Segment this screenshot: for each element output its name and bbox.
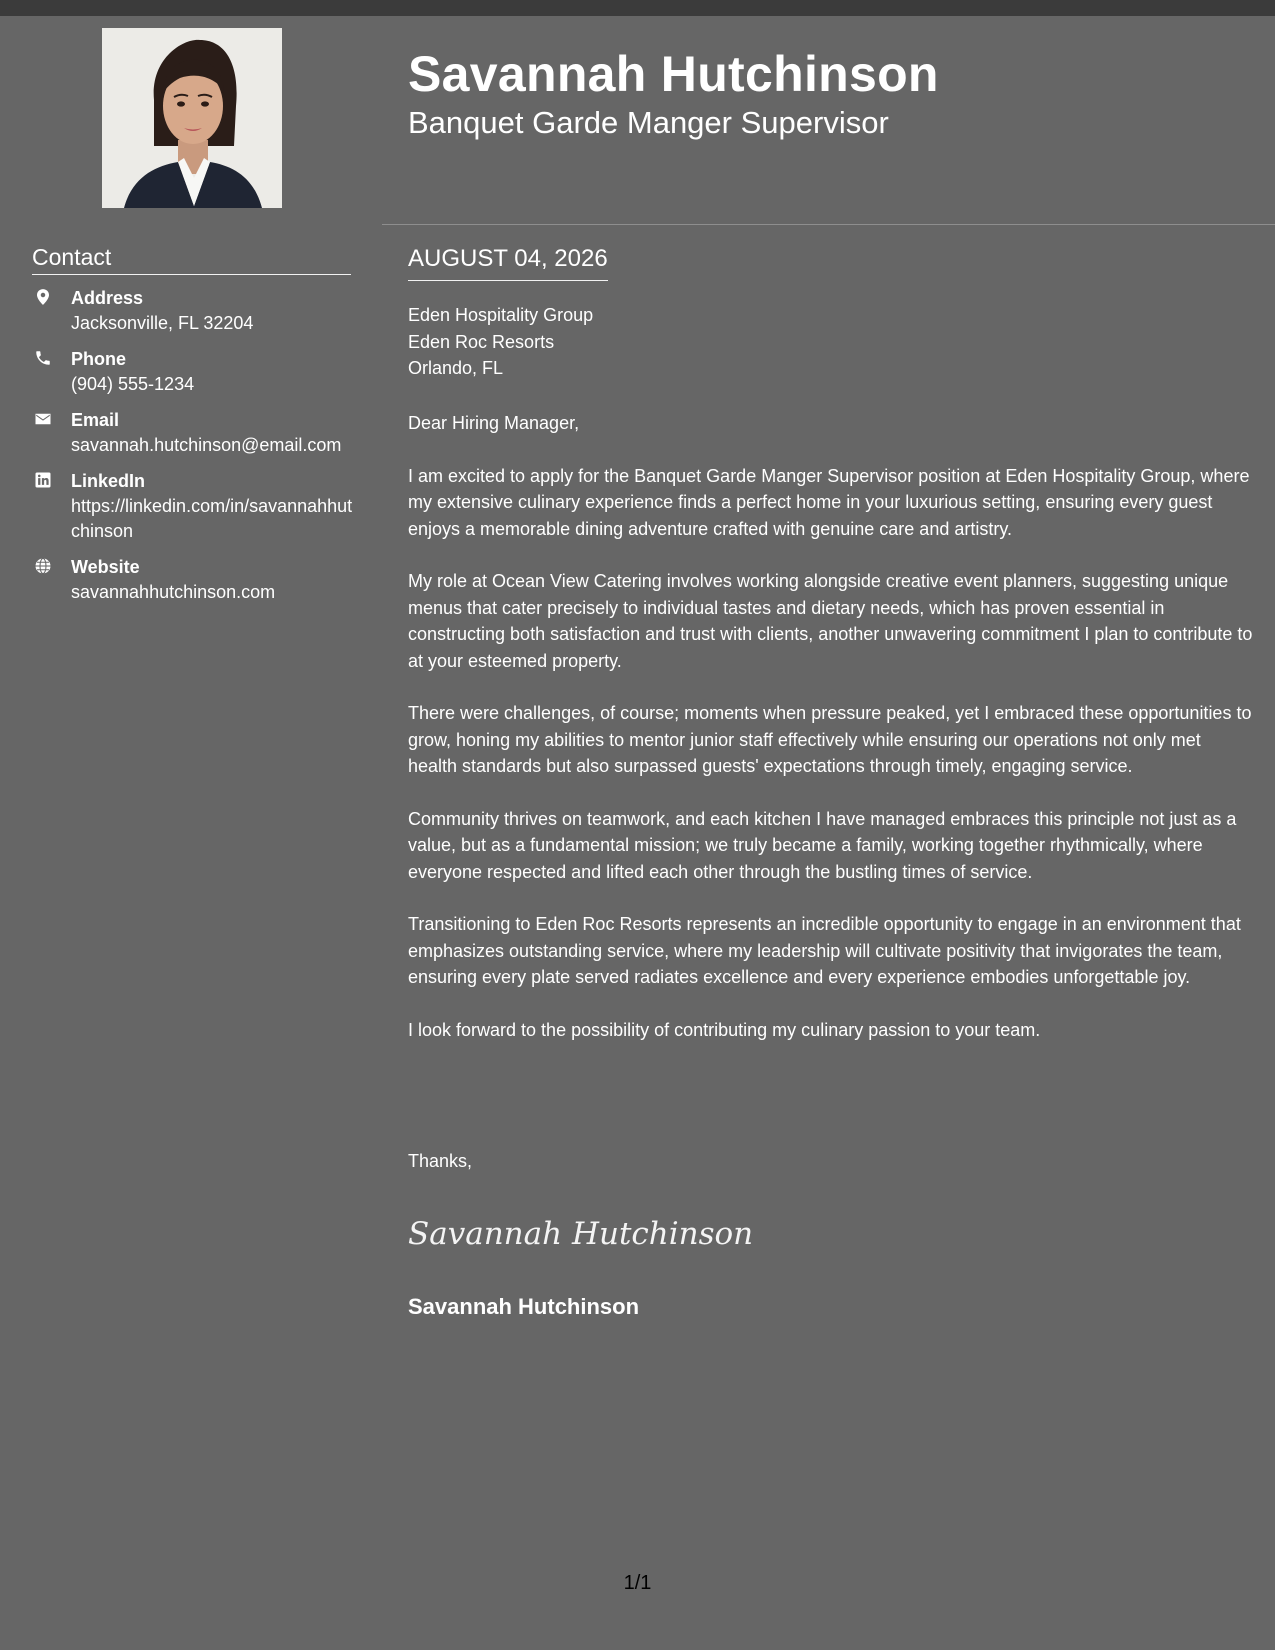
website-value[interactable]: savannahhutchinson.com — [71, 582, 276, 602]
contact-item-phone — [32, 347, 362, 397]
letter-date: AUGUST 04, 2026 — [408, 244, 608, 281]
signoff: Thanks, — [408, 1151, 473, 1171]
candidate-title: Banquet Garde Manger Supervisor — [408, 105, 889, 140]
letter-paragraph: I look forward to the possibility of contributing my culinary passion to your team. — [408, 1019, 1041, 1040]
contact-label: LinkedIn — [71, 471, 146, 491]
recipient-line: Eden Roc Resorts — [408, 331, 555, 352]
contact-list — [32, 286, 362, 616]
contact-item-address — [32, 286, 362, 336]
handwritten-signature: Savannah Hutchinson — [408, 1216, 754, 1252]
letter-paragraph: Transitioning to Eden Roc Resorts represents an incredible opportunity to engage in an environment that emphasizes outstanding service, where my leadership will cultivate positivity that invigorates the team, ensuring every plate served radiates excellence and every experience embodies unforgettable joy. — [408, 914, 1241, 987]
address-value: Jacksonville, FL 32204 — [71, 313, 254, 333]
contact-label: Website — [71, 557, 140, 577]
contact-item-website — [32, 555, 362, 605]
sidebar — [0, 16, 382, 1636]
letter-body — [408, 410, 1254, 1069]
email-value[interactable]: savannah.hutchinson@email.com — [71, 435, 342, 455]
candidate-name: Savannah Hutchinson — [408, 46, 939, 102]
recipient-block — [408, 302, 593, 382]
contact-label: Email — [71, 410, 120, 430]
letter-paragraph: There were challenges, of course; moments when pressure peaked, yet I embraced these opportunities to grow, honing my abilities to mentor junior staff effectively while ensuring our operations not only met health standards but also surpassed guests' expectations through timely, engaging service. — [408, 703, 1252, 776]
signer-name: Savannah Hutchinson — [408, 1294, 640, 1319]
recipient-line: Orlando, FL — [408, 358, 504, 378]
top-strip — [0, 0, 1275, 16]
phone-value: (904) 555-1234 — [71, 374, 195, 394]
letter-paragraph: I am excited to apply for the Banquet Garde Manger Supervisor position at Eden Hospitality Group, where my extensive culinary experience finds a perfect home in your luxurious setting, ensuring every guest enjoys a memorable dining adventure crafted with genuine care and artistry. — [408, 465, 1250, 539]
envelope-icon — [34, 410, 52, 428]
page-number: 1/1 — [623, 1572, 652, 1594]
contact-heading: Contact — [32, 242, 351, 275]
phone-icon — [34, 349, 52, 367]
letter-paragraph: Community thrives on teamwork, and each kitchen I have managed embraces this principle not just as a value, but as a fundamental mission; we truly became a family, working together rhythmically, where everyone respected and lifted each other through the bustling times of service. — [408, 808, 1237, 882]
contact-label: Phone — [71, 349, 127, 369]
recipient-line: Eden Hospitality Group — [408, 305, 594, 325]
header-divider — [382, 224, 1275, 225]
globe-icon — [34, 557, 52, 575]
contact-label: Address — [71, 288, 144, 308]
letter-paragraph: My role at Ocean View Catering involves working alongside creative event planners, suggesting unique menus that cater precisely to individual tastes and dietary needs, which has proven essential in constructing both satisfaction and trust with clients, another unwavering commitment I plan to contribute to at your esteemed property. — [408, 571, 1253, 671]
salutation: Dear Hiring Manager, — [408, 413, 580, 433]
location-pin-icon — [34, 288, 52, 306]
profile-photo — [102, 28, 282, 208]
linkedin-value[interactable]: https://linkedin.com/in/savannahhutchinson — [71, 496, 353, 541]
contact-item-email — [32, 408, 362, 458]
contact-item-linkedin — [32, 469, 362, 544]
linkedin-icon — [34, 471, 52, 489]
